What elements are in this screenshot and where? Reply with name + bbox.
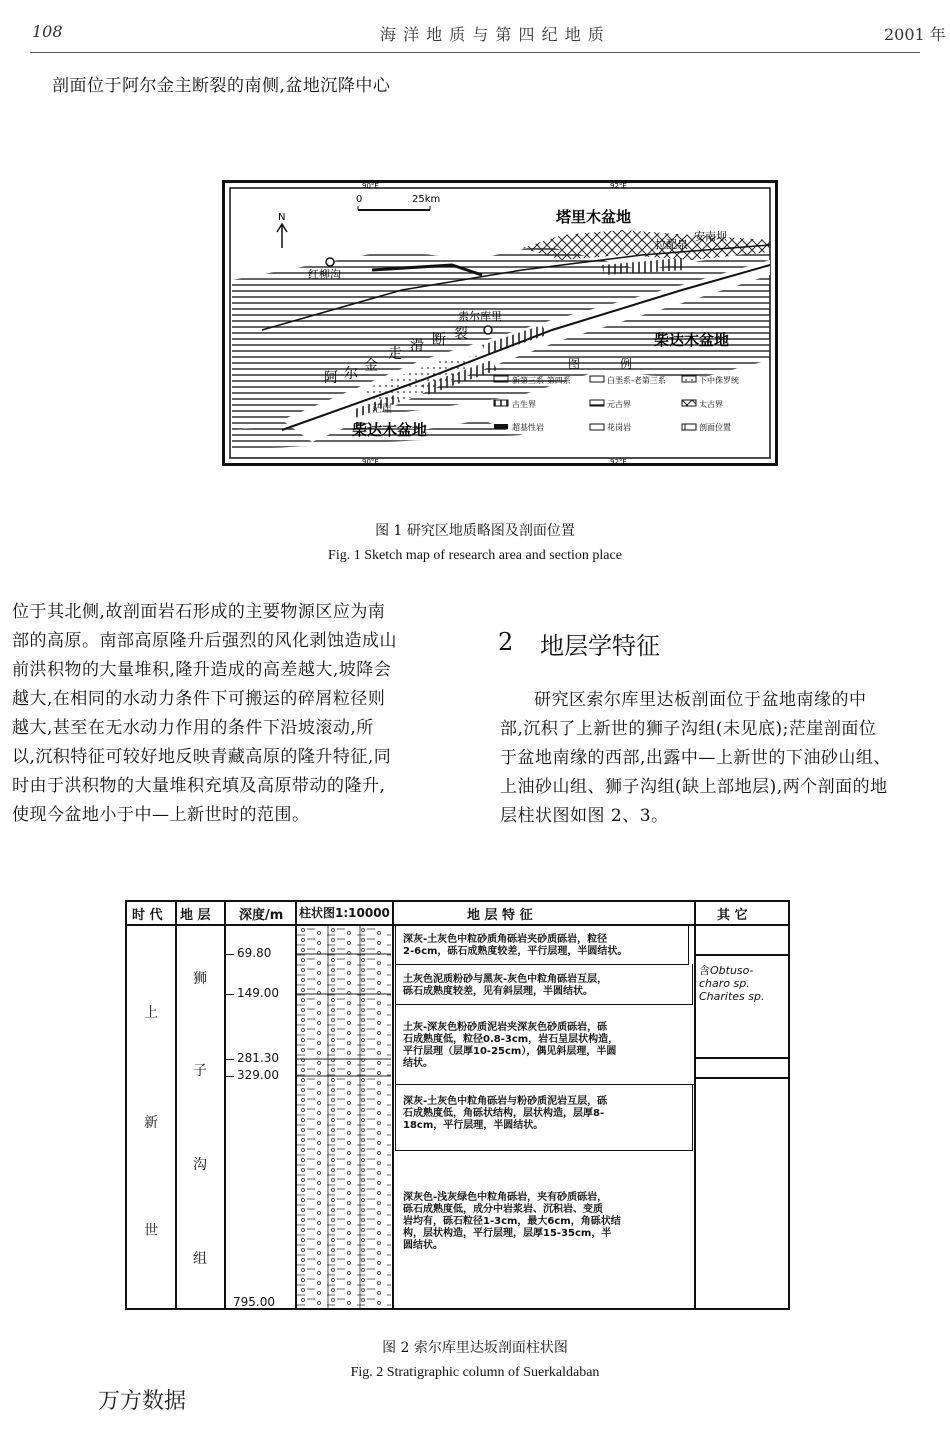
watermark: 万方数据 — [98, 1389, 187, 1414]
right-line: 于盆地南缘的西部,出露中—上新世的下油砂山组、 — [500, 748, 891, 768]
left-line: 使现今盆地小于中—上新世时的范围。 — [12, 805, 310, 825]
svg-text:0: 0 — [356, 194, 363, 205]
svg-text:剖面位置: 剖面位置 — [699, 423, 731, 432]
layer-description: 土灰-深灰色粉砂质泥岩夹深灰色砂质砾岩，砾 石成熟度低，粒径0.8-3cm，岩石呈层状构造， 平行层理（层厚10-25cm），偶见斜层理，半圆 结状。 — [403, 1022, 619, 1069]
table-divider — [694, 902, 696, 1308]
header-other: 其 它 — [717, 908, 748, 923]
depth-label: 281.30 — [237, 1051, 279, 1065]
left-line: 越大,在相同的水动力条件下可搬运的碎屑粒径则 — [12, 689, 386, 709]
stratum-char: 沟 — [193, 1157, 207, 1173]
svg-text:红柳沟: 红柳沟 — [308, 268, 341, 281]
layer-description: 深灰色-浅灰绿色中粒角砾岩，夹有砂质砾岩， 砾石成熟度低，成分中岩浆岩、沉积岩、变质 岩均有，砾石粒径1-3cm，最大6cm，角砾状结 构，层状构造，平行层理，层厚15-35cm，半 圆结状。 — [403, 1192, 621, 1251]
intro-line: 剖面位于阿尔金主断裂的南侧,盆地沉降中心 — [52, 76, 391, 96]
depth-label: 69.80 — [237, 946, 272, 960]
right-line: 层柱状图如图 2、3。 — [500, 806, 669, 826]
svg-text:元古界: 元古界 — [607, 400, 631, 409]
svg-text:金: 金 — [364, 358, 378, 374]
fossil-name: Obtuso- — [710, 964, 754, 977]
fossil-prefix: 含 — [699, 964, 710, 977]
svg-text:新第三系-第四系: 新第三系-第四系 — [512, 376, 571, 385]
svg-text:滑: 滑 — [410, 338, 424, 354]
lithology-column — [297, 926, 391, 1308]
section-title: 地层学特征 — [540, 632, 660, 660]
svg-text:N: N — [278, 212, 286, 223]
table-divider — [392, 902, 394, 1308]
stratum-char: 子 — [193, 1063, 207, 1079]
svg-text:走: 走 — [388, 346, 402, 362]
header-depth: 深度/m — [239, 908, 284, 923]
svg-text:92°E: 92°E — [610, 458, 627, 466]
svg-text:柴达木盆地: 柴达木盆地 — [352, 421, 428, 439]
other-rule — [694, 1057, 788, 1059]
left-line: 位于其北侧,故剖面岩石形成的主要物源区应为南 — [12, 602, 386, 622]
depth-label: 149.00 — [237, 986, 279, 1000]
era-char: 世 — [144, 1223, 158, 1239]
year: 2001 年 — [884, 25, 946, 44]
svg-text:花岗岩: 花岗岩 — [607, 423, 631, 432]
right-paragraph — [500, 686, 942, 831]
era-char: 上 — [144, 1005, 158, 1021]
header-era: 时 代 — [132, 908, 163, 923]
depth-label: 795.00 — [233, 1295, 275, 1309]
right-line: 上油砂山组、狮子沟组(缺上部地层),两个剖面的地 — [500, 777, 888, 797]
svg-text:断: 断 — [432, 332, 446, 348]
stratigraphic-table — [125, 900, 790, 1310]
figure1-caption-cn: 图 1 研究区地质略图及剖面位置 — [375, 523, 575, 539]
header-features: 地 层 特 征 — [467, 908, 533, 923]
layer-description: 土灰色泥质粉砂与黑灰-灰色中粒角砾岩互层， 砾石成熟度较差，见有斜层理，半圆结状。 — [403, 974, 608, 997]
right-line: 部,沉积了上新世的狮子沟组(未见底);茫崖剖面位 — [500, 719, 877, 739]
header-stratum: 地 层 — [180, 908, 211, 923]
fossil-name: charo sp. — [699, 977, 750, 990]
svg-text:90°E: 90°E — [362, 458, 379, 466]
figure1-caption-en: Fig. 1 Sketch map of research area and section place — [328, 548, 622, 563]
svg-text:超基性岩: 超基性岩 — [512, 423, 544, 432]
other-rule — [694, 954, 788, 956]
era-char: 新 — [144, 1115, 158, 1131]
left-line: 以,沉积特征可较好地反映青藏高原的隆升特征,同 — [12, 747, 392, 767]
left-line: 前洪积物的大量堆积,隆升造成的高差越大,坡降会 — [12, 660, 392, 680]
svg-text:尔: 尔 — [344, 366, 358, 382]
svg-text:索尔库里: 索尔库里 — [458, 310, 502, 323]
figure2-caption-en: Fig. 2 Stratigraphic column of Suerkaldaban — [350, 1365, 600, 1380]
svg-text:90°E: 90°E — [362, 182, 379, 190]
svg-text:茫崖: 茫崖 — [372, 404, 392, 415]
svg-text:阿: 阿 — [324, 370, 338, 386]
left-line: 时由于洪积物的大量堆积充填及高原带动的隆升, — [12, 776, 386, 796]
section-number: 2 — [498, 628, 514, 656]
svg-text:安南坝: 安南坝 — [694, 230, 727, 243]
svg-text:拉配泉: 拉配泉 — [655, 238, 688, 251]
svg-text:柴达木盆地: 柴达木盆地 — [654, 331, 730, 349]
header-rule — [30, 52, 920, 53]
stratum-char: 组 — [193, 1251, 207, 1267]
figure1-map — [222, 180, 778, 466]
journal-title: 海 洋 地 质 与 第 四 纪 地 质 — [380, 25, 605, 44]
fossil-name: Charites sp. — [699, 990, 765, 1003]
layer-description: 深灰-土灰色中粒角砾岩与粉砂质泥岩互层，砾 石成熟度低，角砾状结构，层状构造，层厚8- 18cm，平行层理，半圆结状。 — [403, 1096, 608, 1131]
table-divider — [175, 902, 177, 1308]
svg-text:图: 图 — [568, 357, 581, 371]
layer-description: 深灰-土灰色中粒砂质角砾岩夹砂质砾岩，粒径 2-6cm，砾石成熟度较差，平行层理，半圆结状。 — [403, 934, 628, 957]
svg-text:25km: 25km — [412, 194, 441, 205]
left-line: 越大,甚至在无水动力作用的条件下沿坡滚动,所 — [12, 718, 374, 738]
svg-text:古生界: 古生界 — [512, 400, 536, 409]
svg-text:例: 例 — [620, 357, 633, 371]
depth-tick — [226, 1076, 234, 1077]
depth-tick — [226, 1059, 234, 1060]
depth-tick — [226, 954, 234, 955]
table-divider — [224, 902, 226, 1308]
svg-text:裂: 裂 — [454, 326, 468, 342]
depth-tick — [226, 994, 234, 995]
stratum-char: 狮 — [193, 971, 207, 987]
svg-text:92°E: 92°E — [610, 182, 627, 190]
figure2-caption-cn: 图 2 索尔库里达坂剖面柱状图 — [382, 1340, 568, 1356]
header-column: 柱状图1:10000 — [299, 906, 390, 920]
other-rule — [694, 1077, 788, 1079]
svg-text:塔里木盆地: 塔里木盆地 — [556, 208, 632, 226]
left-line: 部的高原。南部高原隆升后强烈的风化剥蚀造成山 — [12, 631, 397, 651]
depth-label: 329.00 — [237, 1068, 279, 1082]
svg-text:下中侏罗统: 下中侏罗统 — [699, 376, 739, 385]
svg-text:太古界: 太古界 — [699, 400, 723, 409]
fossil-note — [699, 964, 765, 1003]
left-paragraph — [12, 598, 462, 830]
svg-text:白垩系-老第三系: 白垩系-老第三系 — [607, 376, 666, 385]
right-line: 研究区索尔库里达板剖面位于盆地南缘的中 — [534, 690, 867, 710]
page-number: 108 — [32, 22, 63, 41]
